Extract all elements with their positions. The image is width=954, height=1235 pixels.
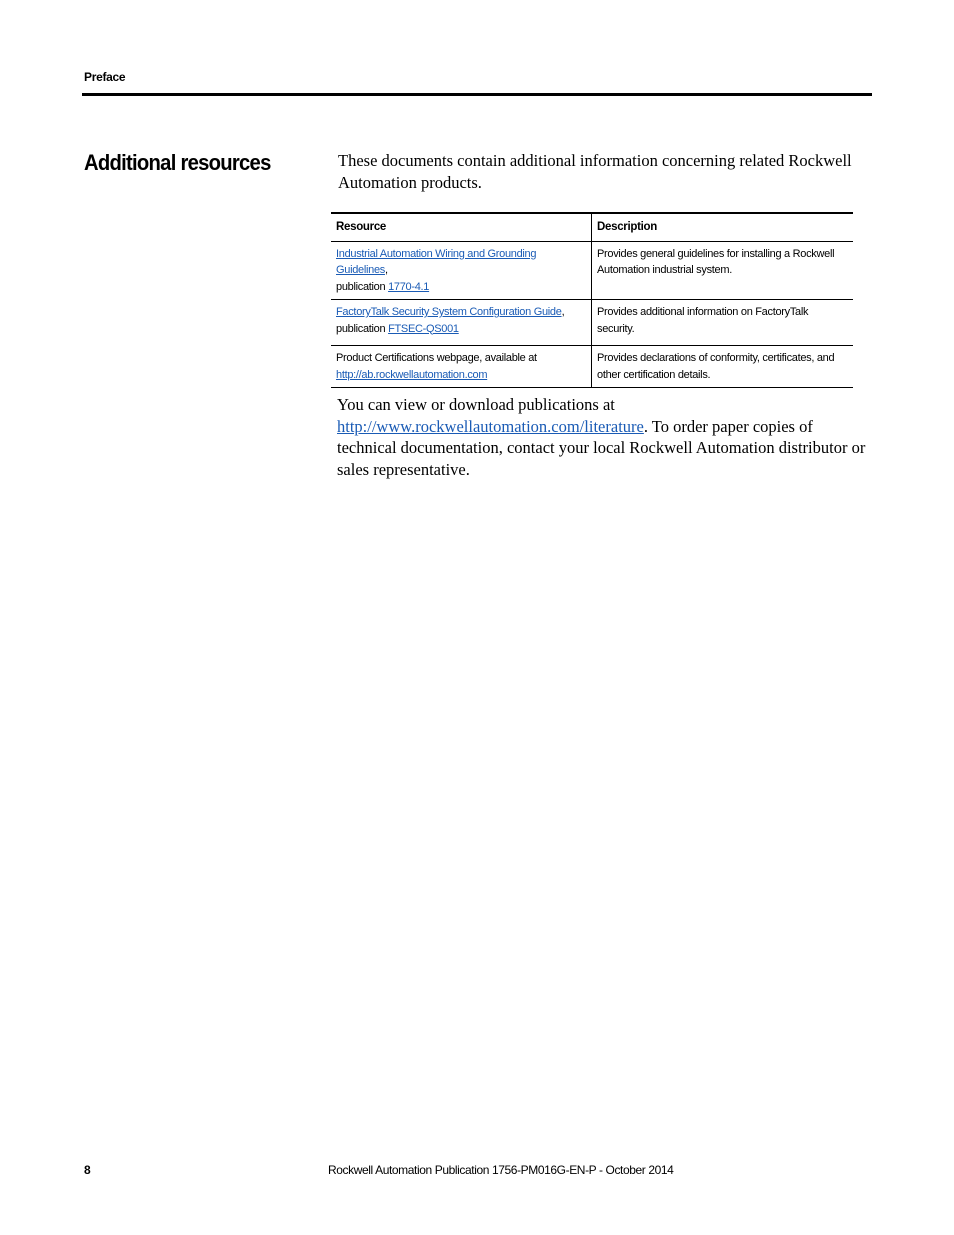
publication-ftsec-link[interactable]: FTSEC-QS001 bbox=[388, 322, 459, 335]
running-header: Preface bbox=[84, 70, 126, 84]
literature-link[interactable]: http://www.rockwellautomation.com/literature bbox=[337, 416, 644, 436]
certifications-text: Product Certifications webpage, available at bbox=[336, 352, 537, 364]
resource-cell bbox=[331, 300, 592, 346]
closing-text-before: You can view or download publications at bbox=[337, 395, 615, 414]
publication-prefix: publication bbox=[336, 322, 389, 335]
closing-paragraph bbox=[337, 394, 867, 480]
table-header-row bbox=[331, 213, 853, 241]
footer-publication: Rockwell Automation Publication 1756-PM016G-EN-P - October 2014 bbox=[328, 1163, 674, 1177]
resource-cell bbox=[331, 241, 592, 300]
table-row bbox=[331, 346, 853, 388]
resource-cell bbox=[331, 346, 592, 388]
certifications-url-link[interactable]: http://ab.rockwellautomation.com bbox=[336, 368, 488, 381]
factorytalk-guide-link[interactable]: FactoryTalk Security System Configuration Guide bbox=[336, 306, 562, 318]
description-cell: Provides declarations of conformity, certificates, and other certification details. bbox=[592, 346, 854, 388]
intro-paragraph: These documents contain additional information concerning related Rockwell Automation products. bbox=[338, 151, 852, 192]
publication-prefix: publication bbox=[336, 280, 389, 293]
publication-1770-link[interactable]: 1770-4.1 bbox=[388, 280, 430, 293]
description-cell: Provides general guidelines for installing a Rockwell Automation industrial system. bbox=[592, 241, 854, 300]
column-header-description: Description bbox=[592, 213, 854, 241]
separator: , bbox=[561, 306, 565, 318]
table-row bbox=[331, 300, 853, 346]
description-cell: Provides additional information on FactoryTalk security. bbox=[592, 300, 854, 346]
closing-text-after: . To order paper copies of technical documentation, contact your local Rockwell Automation distributor or sales representative. bbox=[337, 416, 866, 479]
section-title: Additional resources bbox=[84, 150, 271, 175]
resources-table bbox=[331, 212, 853, 388]
separator: , bbox=[384, 264, 388, 276]
table-row bbox=[331, 241, 853, 300]
column-header-resource: Resource bbox=[331, 213, 592, 241]
header-rule bbox=[82, 93, 872, 96]
page-number: 8 bbox=[84, 1163, 91, 1177]
wiring-guidelines-link[interactable]: Industrial Automation Wiring and Grounding Guidelines bbox=[336, 247, 537, 276]
